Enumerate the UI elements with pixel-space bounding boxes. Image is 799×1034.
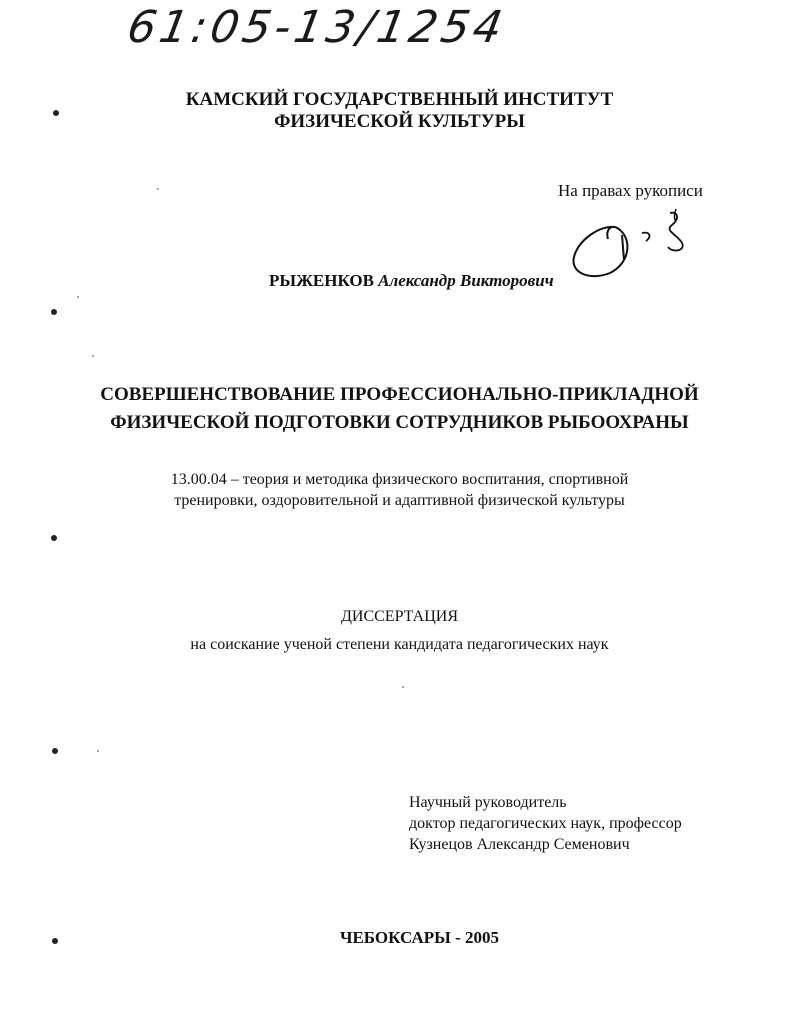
manuscript-rights: На правах рукописи (558, 181, 703, 200)
binding-dot (52, 748, 58, 754)
specialty (0, 469, 799, 511)
dissertation-title (0, 381, 799, 437)
scan-speck (77, 296, 79, 298)
author (269, 271, 554, 291)
scan-speck (92, 355, 94, 357)
degree: на соискание ученой степени кандидата педагогических наук (190, 636, 609, 653)
binding-dot (51, 535, 57, 541)
institution-header (0, 89, 799, 133)
scan-speck (97, 750, 99, 752)
supervisor-label: Научный руководитель (409, 794, 567, 811)
institution-line-1: КАМСКИЙ ГОСУДАРСТВЕННЫЙ ИНСТИТУТ (185, 89, 614, 110)
institution-line-2: ФИЗИЧЕСКОЙ КУЛЬТУРЫ (274, 111, 525, 132)
work-type: ДИССЕРТАЦИЯ (341, 608, 458, 625)
scan-speck (157, 188, 159, 190)
place-year: ЧЕБОКСАРЫ - 2005 (339, 928, 499, 947)
title-line-1: СОВЕРШЕНСТВОВАНИЕ ПРОФЕССИОНАЛЬНО-ПРИКЛАДНОЙ (100, 384, 699, 405)
supervisor-credentials: доктор педагогических наук, профессор (409, 815, 682, 832)
author-given-names: Александр Викторович (378, 271, 554, 290)
specialty-line-2: тренировки, оздоровительной и адаптивной физической культуры (174, 492, 625, 509)
archive-code: 61:05-13/1254 (123, 2, 510, 53)
author-surname: РЫЖЕНКОВ (269, 271, 374, 290)
signature-icon (560, 205, 700, 285)
specialty-line-1: 13.00.04 – теория и методика физического воспитания, спортивной (170, 471, 629, 488)
title-line-2: ФИЗИЧЕСКОЙ ПОДГОТОВКИ СОТРУДНИКОВ РЫБООХРАНЫ (110, 412, 689, 433)
supervisor-name: Кузнецов Александр Семенович (409, 836, 630, 853)
supervisor (409, 792, 682, 855)
scan-speck (402, 686, 404, 688)
binding-dot (51, 309, 57, 315)
